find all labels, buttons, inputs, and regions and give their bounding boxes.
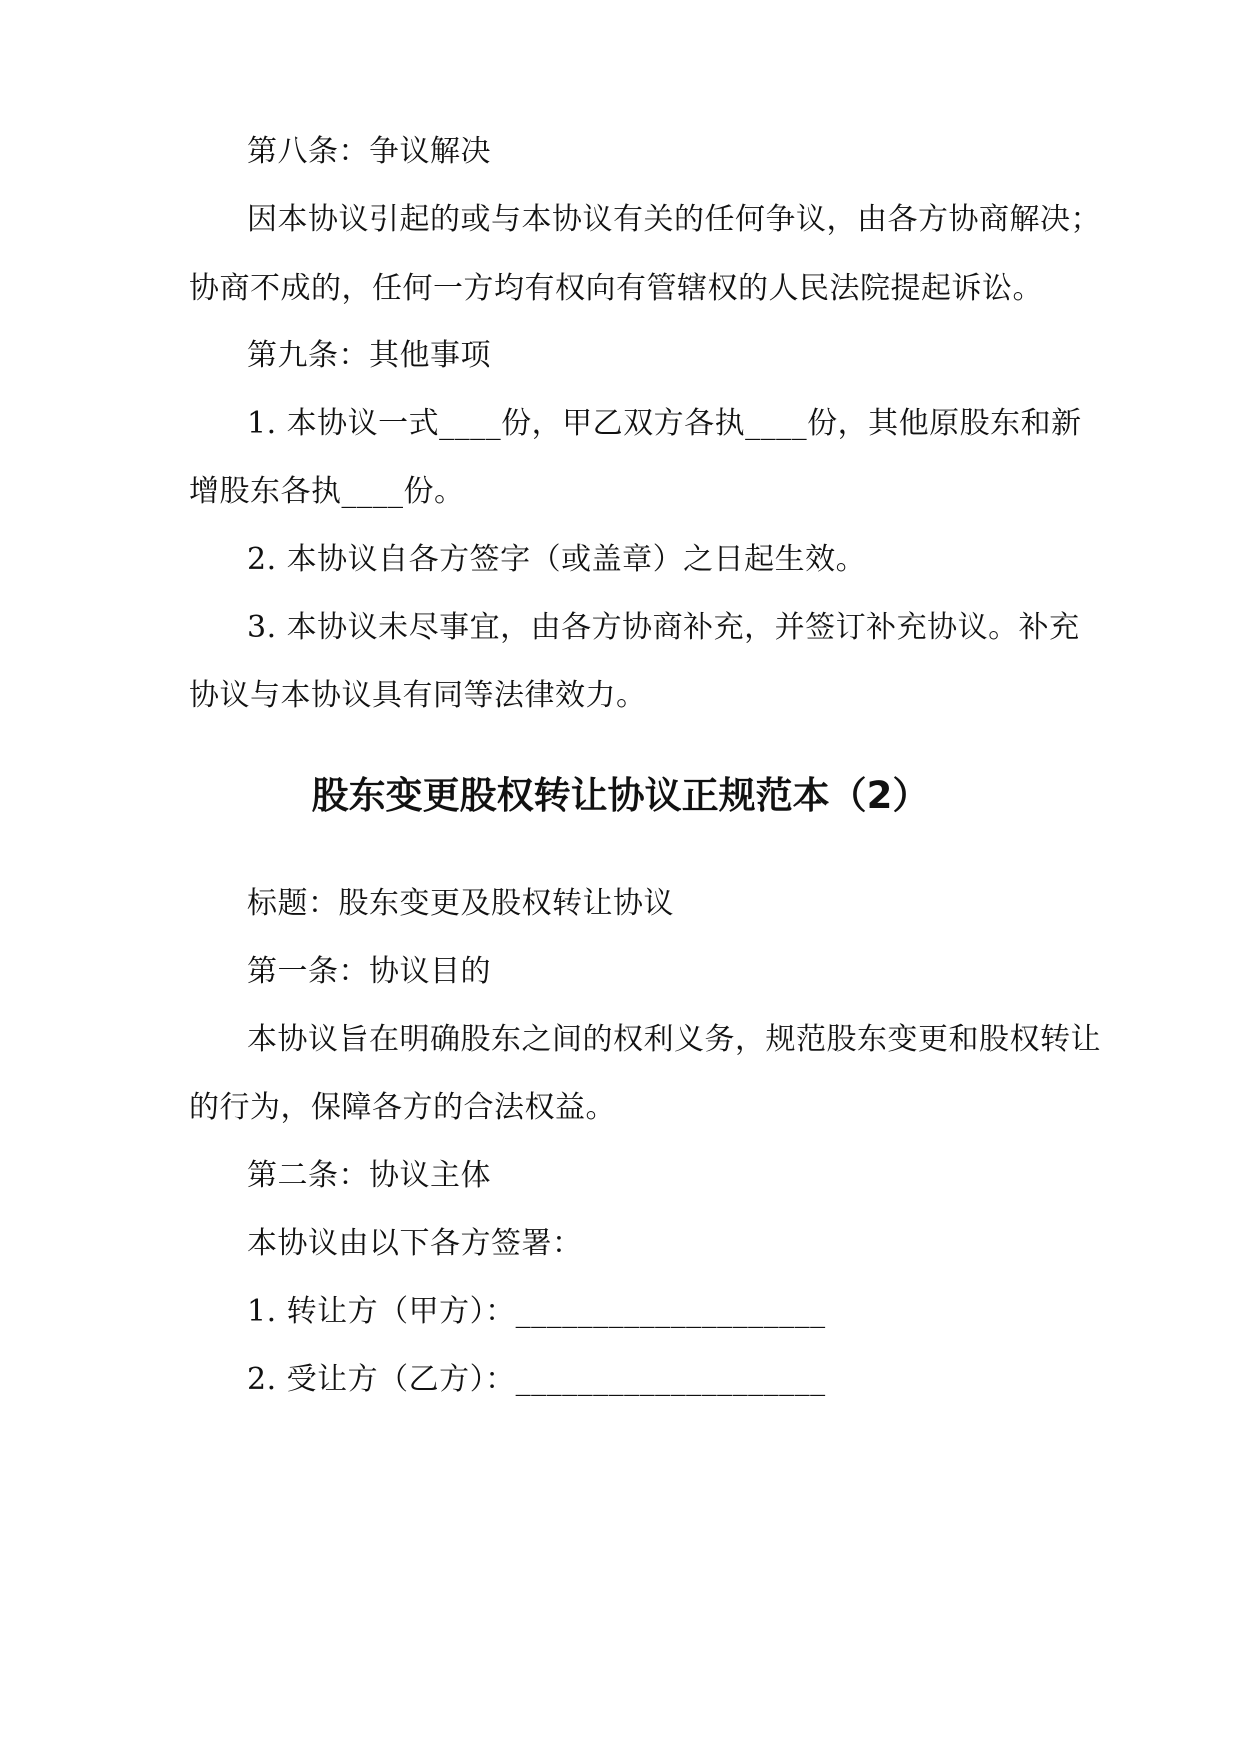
template-2-title: 股东变更股权转让协议正规范本（2） xyxy=(311,774,930,817)
section-8-paragraph-line-1: 因本协议引起的或与本协议有关的任何争议，由各方协商解决； xyxy=(247,202,1101,237)
article-2-intro: 本协议由以下各方签署： xyxy=(247,1226,583,1261)
section-9-item-2: 2. 本协议自各方签字（或盖章）之日起生效。 xyxy=(247,542,867,577)
article-1-paragraph-line-1: 本协议旨在明确股东之间的权利义务，规范股东变更和股权转让 xyxy=(247,1022,1101,1057)
section-9-item-1-line-2: 增股东各执____份。 xyxy=(189,474,465,509)
section-9-item-3-line-1: 3. 本协议未尽事宜，由各方协商补充，并签订补充协议。补充 xyxy=(247,610,1080,645)
section-8-heading: 第八条：争议解决 xyxy=(247,134,491,169)
section-8-paragraph-line-2: 协商不成的，任何一方均有权向有管辖权的人民法院提起诉讼。 xyxy=(189,271,1043,306)
party-2-transferee: 2. 受让方（乙方）：____________________ xyxy=(247,1362,826,1397)
article-1-paragraph-line-2: 的行为，保障各方的合法权益。 xyxy=(189,1090,616,1125)
section-9-heading: 第九条：其他事项 xyxy=(247,338,491,373)
article-1-heading: 第一条：协议目的 xyxy=(247,954,491,989)
section-9-item-3-line-2: 协议与本协议具有同等法律效力。 xyxy=(189,678,647,713)
section-9-item-1-line-1: 1. 本协议一式____份，甲乙双方各执____份，其他原股东和新 xyxy=(247,406,1082,441)
template-2-subject: 标题：股东变更及股权转让协议 xyxy=(247,886,674,921)
party-1-transferor: 1. 转让方（甲方）：____________________ xyxy=(247,1294,826,1329)
article-2-heading: 第二条：协议主体 xyxy=(247,1158,491,1193)
